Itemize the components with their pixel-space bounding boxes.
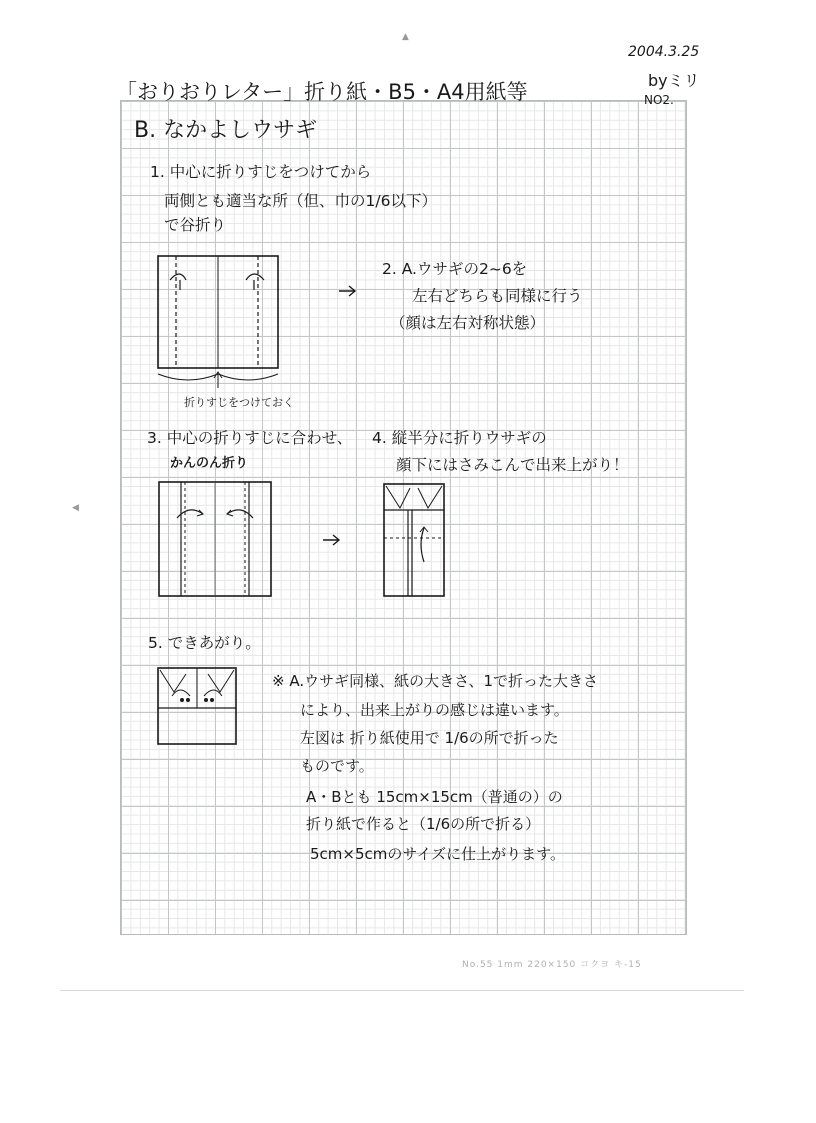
- step4-text-line2: 顔下にはさみこんで出来上がり！: [396, 456, 629, 474]
- step4-text-line1: 4. 縦半分に折りウサギの: [372, 429, 547, 447]
- author: byミリ: [648, 71, 700, 90]
- step5-text-line1: 5. できあがり。: [148, 634, 261, 652]
- step4-fold-diagram: [380, 480, 450, 600]
- page-number: NO2.: [644, 93, 674, 107]
- document-title: 「おりおりレター」折り紙・B5・A4用紙等: [116, 80, 528, 104]
- step3-text-line1: 3. 中心の折りすじに合わせ、: [147, 429, 353, 447]
- registration-mark-top: ▲: [402, 32, 409, 42]
- step2-text-line2: 左右どちらも同様に行う: [412, 287, 583, 305]
- note-line6: 折り紙で作ると（1/6の所で折る）: [306, 815, 541, 833]
- step1-text-line3: で谷折り: [164, 216, 227, 234]
- registration-mark-left: ◀: [72, 503, 79, 513]
- note-line1: ※ A.ウサギ同様、紙の大きさ、1で折った大きさ: [272, 672, 599, 690]
- step2-text-line1: 2. A.ウサギの2~6を: [382, 260, 528, 278]
- step3-fold-diagram: [155, 478, 275, 600]
- section-title: B. なかよしウサギ: [134, 118, 318, 143]
- arrow-icon: [338, 284, 358, 298]
- note-line3: 左図は 折り紙使用で 1/6の所で折った: [300, 729, 559, 747]
- crease-note: 折りすじをつけておく: [184, 396, 294, 409]
- arrow-icon: [322, 533, 342, 547]
- note-line2: により、出来上がりの感じは違います。: [300, 701, 569, 719]
- finished-rabbits-diagram: [156, 666, 238, 748]
- date: 2004.3.25: [628, 44, 700, 60]
- step1-fold-diagram: [150, 250, 290, 390]
- note-line4: ものです。: [300, 757, 374, 775]
- step3-text-line2: かんのん折り: [170, 456, 249, 471]
- step2-text-line3: （顔は左右対称状態）: [390, 314, 546, 332]
- paper-print-footer: No.55 1mm 220×150 コクヨ キ-15: [462, 960, 642, 970]
- step1-text-line2: 両側とも適当な所（但、巾の1/6以下）: [164, 192, 437, 210]
- note-line7: 5cm×5cmのサイズに仕上がります。: [310, 845, 565, 863]
- step1-text-line1: 1. 中心に折りすじをつけてから: [150, 163, 372, 181]
- note-line5: A・Bとも 15cm×15cm（普通の）の: [306, 788, 563, 806]
- divider: [60, 990, 744, 991]
